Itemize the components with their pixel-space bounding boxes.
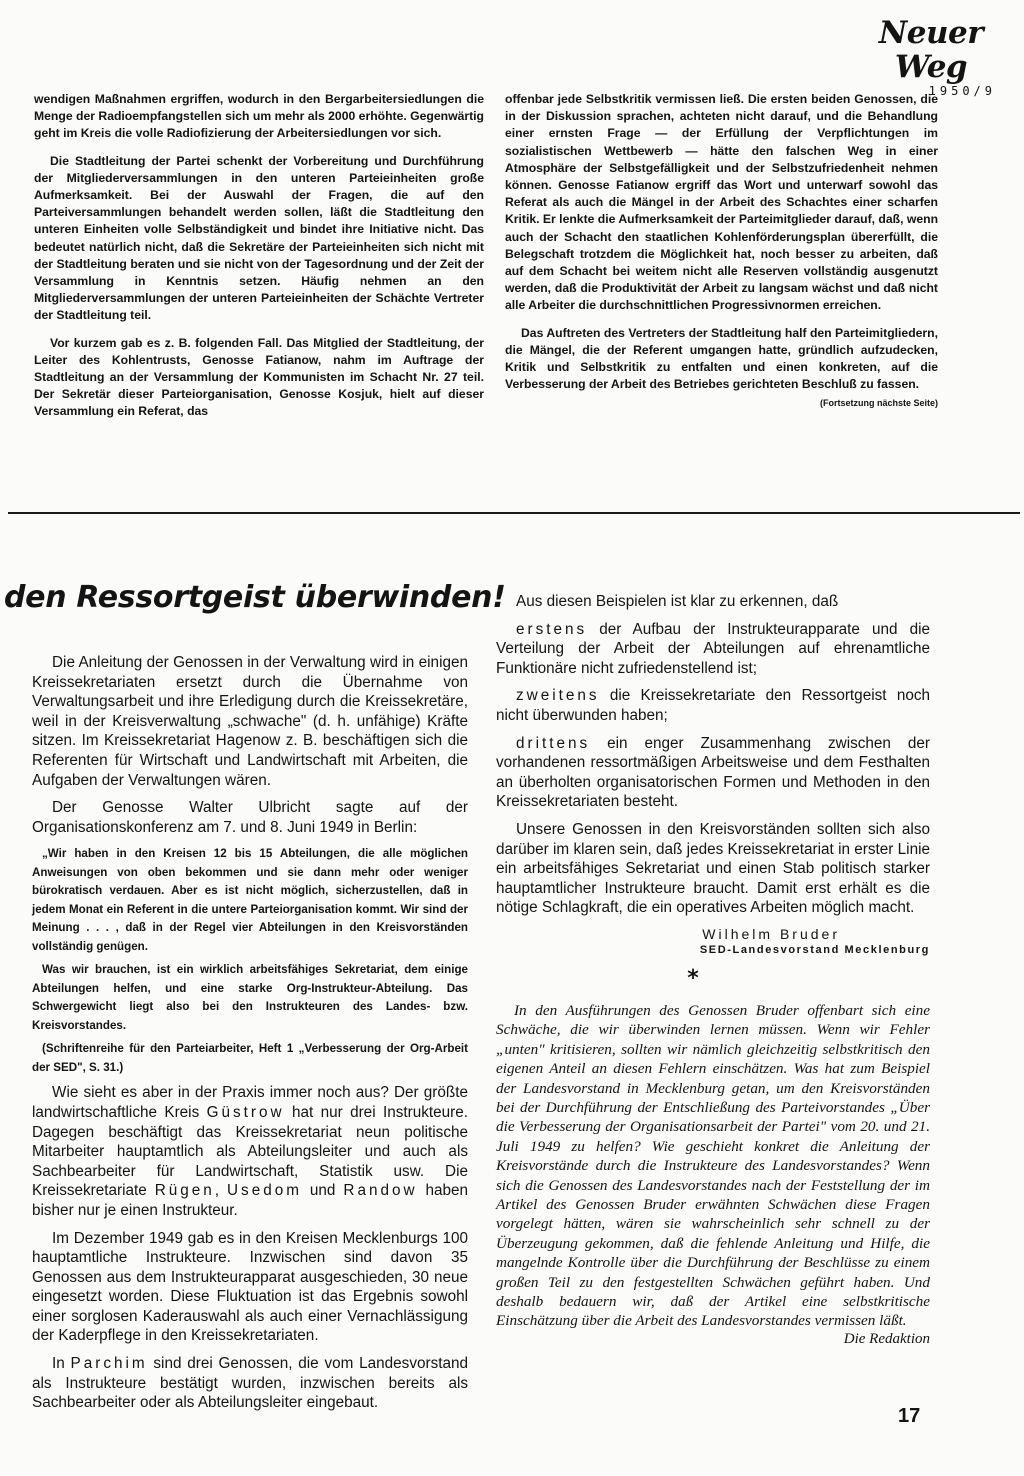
separator-asterisk: * xyxy=(687,965,699,991)
author-organization: SED-Landesvorstand Mecklenburg xyxy=(699,943,930,956)
paragraph: In Parchim sind drei Genossen, die vom Landesvorstand als Instrukteure bestätigt wurden, inzwischen bereits als Sachbearbeiter oder als Abteilungsleiter eingebaut. xyxy=(32,1355,468,1412)
paragraph: Im Dezember 1949 gab es in den Kreisen Mecklenburgs 100 hauptamtliche Instrukteure. Inzwischen sind davon 35 Genossen aus dem Instrukteurapparat ausgeschieden, 30 neue eingesetzt worden. Diese Fluktuation ist das Ergebnis sowohl einer sorglosen Kaderauswahl als auch einer Vernachlässigung der Kaderpflege in den Kreissekretariaten. xyxy=(32,1229,468,1345)
paragraph: Das Auftreten des Vertreters der Stadtleitung half den Parteimitgliedern, die Mängel, die der Referent umgangen hatte, gründlich aufzudecken, Kritik und Selbstkritik zu entfalten und einen konkreten, auf die Verbesserung der Arbeit des Betriebes gerichteten Beschluß zu fassen. xyxy=(505,325,938,392)
paragraph: Aus diesen Beispielen ist klar zu erkennen, daß xyxy=(516,593,839,610)
paragraph: wendigen Maßnahmen ergriffen, wodurch in den Bergarbeitersiedlungen die Menge der Radioempfangstellen sich um mehr als 2000 erhöhte. Gegenwärtig geht im Kreis die volle Radiofizierung der Arbeitersiedlungen vor sich. xyxy=(34,92,484,141)
magazine-title: Neuer Weg xyxy=(878,15,984,85)
article-left-column xyxy=(32,653,468,1421)
article-right-column xyxy=(496,592,930,1348)
quote-paragraph: „Wir haben in den Kreisen 12 bis 15 Abteilungen, die alle möglichen Anweisungen von oben bekommen und sie dann mehr oder weniger bürokratisch verdauen. Aber es ist nicht möglich, sicherzustellen, daß in jedem Monat ein Referent in die untere Parteiorganisation kommt. Wir sind der Meinung . . . , daß in der Regel vier Abteilungen in den Kreisvorständen vollständig genügen. xyxy=(32,847,468,953)
top-article-right-column xyxy=(505,91,938,413)
continued-note: (Fortsetzung nächste Seite) xyxy=(819,398,938,409)
issue-number: 1950/9 xyxy=(928,84,996,98)
kreis-name: Usedom xyxy=(227,1182,302,1200)
masthead xyxy=(856,16,1006,98)
paragraph: Vor kurzem gab es z. B. folgenden Fall. Das Mitglied der Stadtleitung, der Leiter des Kohlentrusts, Genosse Fatianow, nahm im Auftrage der Stadtleitung an der Versammlung der Kommunisten im Schacht Nr. 27 teil. Der Sekretär dieser Parteiorganisation, Genosse Kosjuk, hielt auf dieser Versammlung ein Referat, das xyxy=(34,335,484,419)
kreis-name: Parchim xyxy=(70,1355,148,1373)
article-headline: den Ressortgeist überwinden! xyxy=(4,580,506,615)
enumerated-point: erstens der Aufbau der Instrukteurapparate und die Verteilung der Arbeit der Abteilungen auf ehrenamtliche Funktionäre nicht zufriedenstellend ist; xyxy=(496,620,930,677)
quote-source: (Schriftenreihe für den Parteiarbeiter, Heft 1 „Verbesserung der Org-Arbeit der SED", S. 31.) xyxy=(32,1042,468,1074)
paragraph: Unsere Genossen in den Kreisvorständen sollten sich also darüber im klaren sein, daß jedes Kreissekretariat in erster Linie ein arbeitsfähiges Sekretariat und einen Stab politisch starker hauptamtlicher Instrukteure braucht. Damit erst erhält es die nötige Schlagkraft, die ein operatives Arbeiten möglich macht. xyxy=(496,820,930,917)
kreis-name: Güstrow xyxy=(206,1103,285,1121)
top-article-left-column xyxy=(34,91,484,431)
section-divider xyxy=(8,512,1020,514)
page-number: 17 xyxy=(898,1405,921,1427)
enumerated-point: drittens ein enger Zusammenhang zwischen der vorhandenen ressortmäßigen Arbeitsweise und dem Festhalten an überholten organisatorischen Formen und Methoden in den Kreissekretariaten besteht. xyxy=(496,734,930,811)
enumerated-point: zweitens die Kreissekretariate den Ressortgeist noch nicht überwunden haben; xyxy=(496,687,930,724)
paragraph: Wie sieht es aber in der Praxis immer noch aus? Der größte landwirtschaftliche Kreis Güstrow hat nur drei Instrukteure. Dagegen beschäftigt das Kreissekretariat neun politische Mitarbeiter hauptamtlich als Abteilungsleiter und auch als Sachbearbeiter für Landwirtschaft, Statistik usw. Die Kreissekretariate Rügen, Usedom und Randow haben bisher nur je einen Instrukteur. xyxy=(32,1084,468,1219)
editorial-note: In den Ausführungen des Genossen Bruder offenbart sich eine Schwäche, die wir überwinden lernen müssen. Wenn wir Fehler „unten" kritisieren, sollten wir nämlich gleichzeitig selbstkritisch den eigenen Anteil an diesen Fehlern einschätzen. Was hat zum Beispiel der Landesvorstand in Mecklenburg getan, um den Kreisvorständen bei der Durchführung der Entschließung des Parteivorstandes „Über die Verbesserung der Organisationsarbeit der Partei" vom 20. und 21. Juli 1949 zu helfen? Wie geschieht konkret die Anleitung der Kreisvorstände durch die Instrukteure des Landesvorstandes? Wenn sich die Genossen des Landesvorstandes nach der Feststellung der im Artikel des Genossen Bruder erwähnten Schwächen diese Fragen vorgelegt hätten, wären sie wahrscheinlich sehr schnell zu der Überzeugung gekommen, daß die fehlende Anleitung und Hilfe, die mangelnde Kontrolle über die Durchführung der Beschlüsse zu einem großen Teil zu den festgestellten Schwächen geführt haben. Und deshalb bedauern wir, daß der Artikel eine selbstkritische Einschätzung über die Arbeit des Landesvorstandes vermissen läßt. xyxy=(496,1001,930,1330)
ulbricht-quote xyxy=(32,845,468,1077)
kreis-name: Rügen xyxy=(154,1182,215,1200)
paragraph: Die Anleitung der Genossen in der Verwaltung wird in einigen Kreissekretariaten ersetzt durch die Übernahme von Verwaltungsarbeit und ihre Erledigung durch die Kreissekretäre, weil in der Kreisverwaltung „schwache" (d. h. unfähige) Kräfte sitzen. Im Kreissekretariat Hagenow z. B. beschäftigen sich die Referenten für Wirtschaft und Landwirtschaft mit Arbeiten, die Aufgaben der Verwaltungen wären. xyxy=(32,654,468,789)
author-name: Wilhelm Bruder xyxy=(702,925,840,942)
paragraph: offenbar jede Selbstkritik vermissen ließ. Die ersten beiden Genossen, die in der Diskussion sprachen, achteten nicht darauf, und die Behandlung einer ernsten Frage — der Erfüllung der Verpflichtungen im sozialistischen Wettbewerb — hätte den falschen Weg in einer Atmosphäre der Selbstgefälligkeit und der Selbstzufriedenheit nehmen können. Genosse Fatianow ergriff das Wort und unterwarf sowohl das Referat als auch die Mängel in der Arbeit des Schachtes einer scharfen Kritik. Er lenkte die Aufmerksamkeit der Parteimitglieder darauf, daß, wenn auch der Schacht den staatlichen Kohlenförderungsplan übererfüllt, die Belegschaft trotzdem die Möglichkeit hat, noch besser zu arbeiten, daß auf dem Schacht bei weitem nicht alle Reserven vollständig ausgenutzt werden, daß die Produktivität der Arbeit zu langsam wächst und daß nicht alle Arbeiter die durchschnittlichen Progressivnormen erreichen. xyxy=(505,92,939,313)
editorial-signature: Die Redaktion xyxy=(843,1330,930,1347)
paragraph: Der Genosse Walter Ulbricht sagte auf der Organisationskonferenz am 7. und 8. Juni 1949 in Berlin: xyxy=(32,799,468,836)
kreis-name: Randow xyxy=(343,1182,418,1200)
paragraph: Die Stadtleitung der Partei schenkt der Vorbereitung und Durchführung der Mitgliederversammlungen in den unteren Parteieinheiten große Aufmerksamkeit. Bei der Auswahl der Fragen, die auf den Parteiversammlungen behandelt werden sollen, läßt die Stadtleitung den unteren Einheiten volle Selbständigkeit und bindet ihre Initiative nicht. Das bedeutet natürlich nicht, daß die Sekretäre der Parteieinheiten sich nicht mit der Stadtleitung beraten und sie nicht von der Tagesordnung und der Zeit der Versammlung in Kenntnis setzen. Häufig nehmen an den Mitgliederversammlungen der unteren Parteieinheiten der Schächte Vertreter der Stadtleitung teil. xyxy=(34,153,484,323)
quote-paragraph: Was wir brauchen, ist ein wirklich arbeitsfähiges Sekretariat, dem einige Abteilungen helfen, und eine starke Org-Instrukteur-Abteilung. Das Schwergewicht liegt also bei den Instrukteuren des Landes- bzw. Kreisvorstandes. xyxy=(32,963,468,1032)
